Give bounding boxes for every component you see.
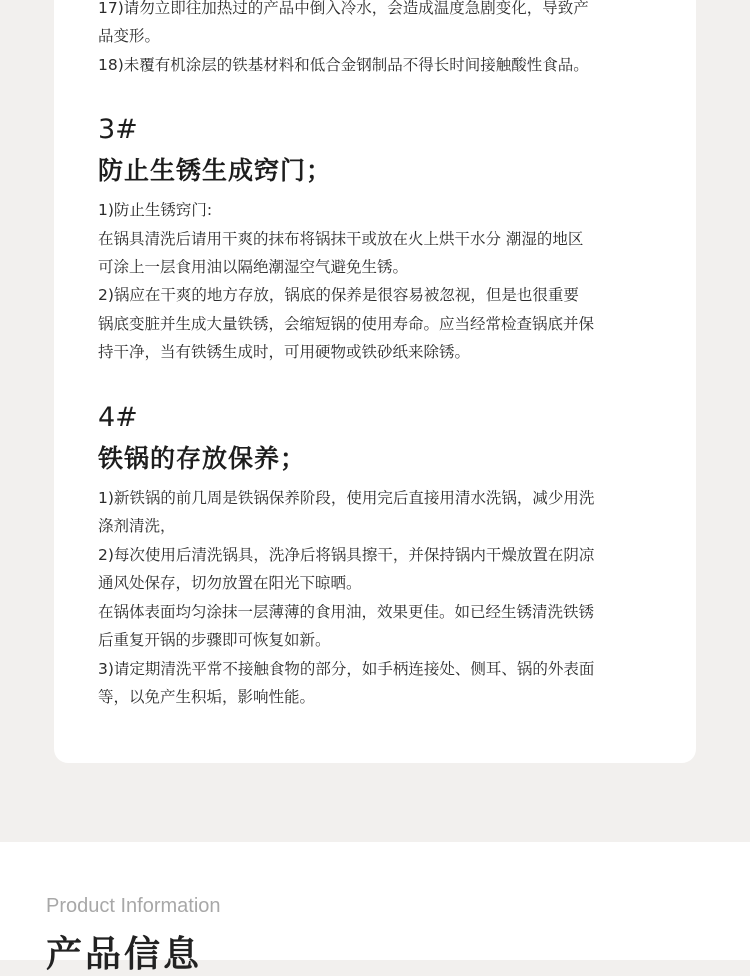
tip-line: 品变形。 [98,27,161,45]
section-number: 4# [98,402,138,433]
tip-line: 18)未覆有机涂层的铁基材料和低合金钢制品不得长时间接触酸性食品。 [98,56,589,74]
section-line: 涤剂清洗， [98,517,176,535]
section-number: 3# [98,114,138,145]
product-info-english-heading: Product Information [46,895,221,917]
tip-line: 17)请勿立即往加热过的产品中倒入冷水，会造成温度急剧变化，导致产 [98,0,589,17]
section-line: 后重复开锅的步骤即可恢复如新。 [98,631,331,649]
section-title: 铁锅的存放保养； [98,444,307,473]
section-line: 1)防止生锈窍门: [98,201,213,219]
product-info-chinese-heading: 产品信息 [46,934,203,975]
section-line: 持干净，当有铁锈生成时，可用硬物或铁砂纸来除锈。 [98,343,471,361]
section-line: 可涂上一层食用油以隔绝潮湿空气避免生锈。 [98,258,409,276]
section-line: 在锅体表面均匀涂抹一层薄薄的食用油，效果更佳。如已经生锈清洗铁锈 [98,603,595,621]
section-line: 1)新铁锅的前几周是铁锅保养阶段，使用完后直接用清水洗锅，减少用洗 [98,489,595,507]
product-info-section [0,842,750,975]
section-line: 等，以免产生积垢，影响性能。 [98,688,316,706]
section-line: 通风处保存，切勿放置在阳光下晾晒。 [98,574,362,592]
section-line: 2)每次使用后清洗锅具，洗净后将锅具擦干，并保持锅内干燥放置在阴凉 [98,546,595,564]
section-line: 锅底变脏并生成大量铁锈，会缩短锅的使用寿命。应当经常检查锅底并保 [98,315,595,333]
section-line: 2)锅应在干爽的地方存放，锅底的保养是很容易被忽视，但是也很重要 [98,286,579,304]
section-title: 防止生锈生成窍门； [98,156,333,185]
section-line: 在锅具清洗后请用干爽的抹布将锅抹干或放在火上烘干水分 潮湿的地区 [98,230,584,248]
section-line: 3)请定期清洗平常不接触食物的部分，如手柄连接处、侧耳、锅的外表面 [98,660,595,678]
